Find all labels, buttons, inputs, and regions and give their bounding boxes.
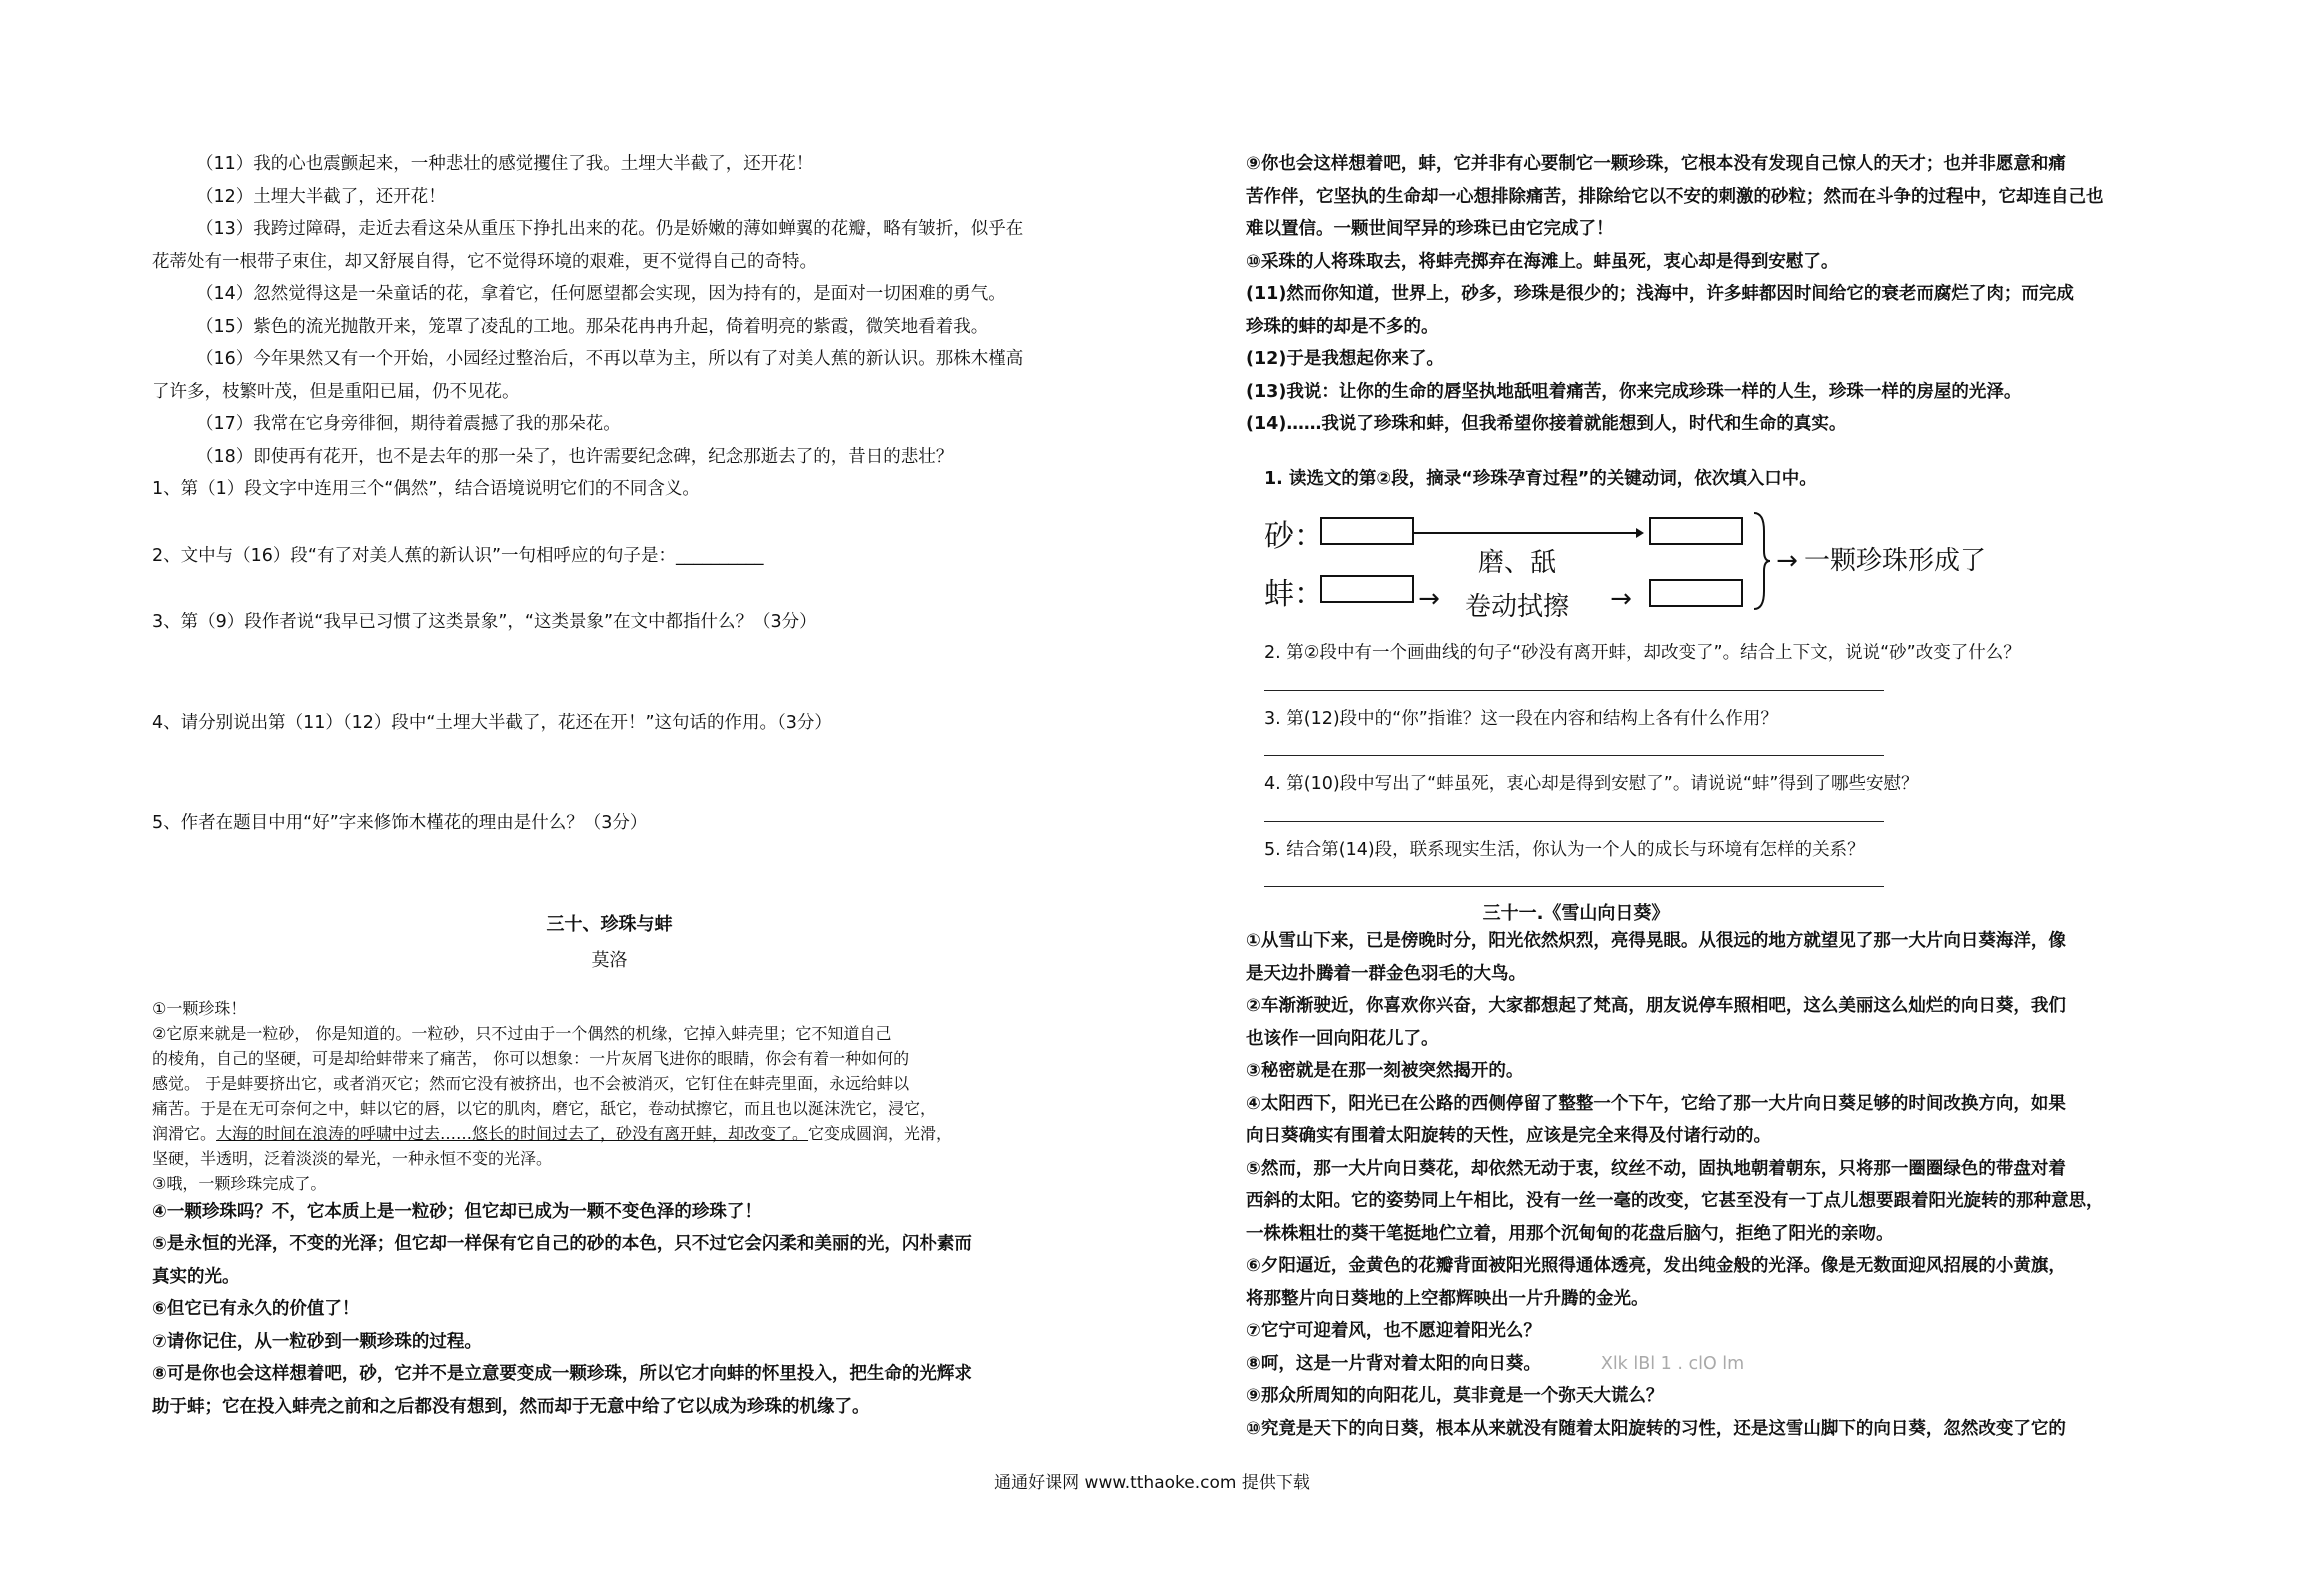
arrow-icon: → [1610, 584, 1632, 614]
paragraph-15: （15）紫色的流光抛散开来，笼罩了凌乱的工地。那朵花冉冉升起，倚着明亮的紫霞，微笑地看着我。 [196, 316, 989, 337]
pearl-para-8-line2: 助于蚌；它在投入蚌壳之前和之后都没有想到，然而却于无意中给了它以成为珍珠的机缘了。 [152, 1396, 870, 1417]
pearl-para-11-line1: (11)然而你知道，世界上，砂多，珍珠是很少的；浅海中，许多蚌都因时间给它的衰老而腐烂了肉；而完成 [1246, 284, 2074, 304]
verbs-top: 磨、舐 [1477, 548, 1556, 578]
text-segment: 它变成圆润，光滑， [808, 1123, 953, 1143]
result-text: 一颗珍珠形成了 [1804, 546, 1987, 576]
verbs-bottom: 卷动拭擦 [1464, 592, 1569, 622]
arrow-icon [1414, 527, 1644, 539]
answer-line[interactable] [1264, 801, 1884, 822]
paragraph-16-line2: 了许多，枝繁叶茂，但是重阳已届，仍不见花。 [152, 381, 520, 402]
pearl-para-11-line2: 珍珠的蚌的却是不多的。 [1246, 316, 1439, 337]
answer-box-clam-2[interactable] [1649, 579, 1743, 607]
pearl-para-14: (14)……我说了珍珠和蚌，但我希望你接着就能想到人，时代和生命的真实。 [1246, 414, 1847, 434]
pearl-para-8-line1: ⑧可是你也会这样想着吧，砂，它并不是立意要变成一颗珍珠，所以它才向蚌的怀里投入，把生命的光辉求 [152, 1364, 972, 1384]
sunflower-para-7: ⑦它宁可迎着风，也不愿迎着阳光么？ [1246, 1321, 1541, 1341]
arrow-icon: → [1418, 584, 1440, 614]
right-column [1246, 148, 2176, 1445]
pearl-para-2-line2: 的棱角，自己的坚硬，可是却给蚌带来了痛苦， 你可以想象：一片灰屑飞进你的眼睛，你会有着一种如何的 [152, 1048, 910, 1068]
question-2-pearl: 2. 第②段中有一个画曲线的句子“砂没有离开蚌，却改变了”。结合上下文，说说“砂”改变了什么？ [1264, 643, 2021, 663]
sunflower-para-1-line2: 是天边扑腾着一群金色羽毛的大鸟。 [1246, 963, 1526, 984]
pearl-para-3: ③哦，一颗珍珠完成了。 [152, 1173, 327, 1193]
sunflower-para-10: ⑩究竟是天下的向日葵，根本从来就没有随着太阳旋转的习性，还是这雪山脚下的向日葵，忽然改变了它的 [1246, 1418, 2066, 1439]
sunflower-para-2-line2: 也该作一回向阳花儿了。 [1246, 1028, 1439, 1049]
pearl-para-2-line1: ②它原来就是一粒砂， 你是知道的。一粒砂，只不过由于一个偶然的机缘，它掉入蚌壳里；它不知道自己 [152, 1023, 892, 1043]
paragraph-13-line2: 花蒂处有一根带子束住，却又舒展自得，它不觉得环境的艰难，更不觉得自己的奇特。 [152, 251, 817, 272]
paragraph-18: （18）即使再有花开，也不是去年的那一朵了，也许需要纪念碑，纪念那逝去了的，昔日的悲壮？ [196, 446, 954, 467]
sunflower-para-6-line1: ⑥夕阳逼近，金黄色的花瓣背面被阳光照得通体透亮，发出纯金般的光泽。像是无数面迎风招展的小黄旗， [1246, 1256, 2066, 1276]
pearl-para-9-line1: ⑨你也会这样想着吧，蚌，它并非有心要制它一颗珍珠，它根本没有发现自己惊人的天才；也并非愿意和痛 [1246, 154, 2066, 174]
section-title: 三十、珍珠与蚌 [546, 913, 673, 935]
clam-label: 蚌： [1264, 577, 1324, 612]
question-3: 3、第（9）段作者说“我早已习惯了这类景象”，“这类景象”在文中都指什么？（3分） [152, 612, 817, 632]
section-title-sunflower: 三十一.《雪山向日葵》 [1482, 903, 1670, 924]
sunflower-para-9: ⑨那众所周知的向阳花儿，莫非竟是一个弥天大谎么？ [1246, 1386, 1664, 1406]
pearl-para-13: (13)我说：让你的生命的唇坚执地舐咀着痛苦，你来完成珍珠一样的人生，珍珠一样的房屋的光泽。 [1246, 381, 2022, 402]
paragraph-14: （14）忽然觉得这是一朵童话的花，拿着它，任何愿望都会实现，因为持有的，是面对一切困难的勇气。 [196, 284, 1006, 304]
arrow-icon: → [1776, 546, 1798, 576]
watermark: Xlk lBl 1 . clO lm [1600, 1353, 1745, 1374]
pearl-process-diagram [1264, 501, 2176, 631]
answer-box-sand-1[interactable] [1320, 517, 1414, 545]
sunflower-para-2-line1: ②车渐渐驶近，你喜欢你兴奋，大家都想起了梵高，朋友说停车照相吧，这么美丽这么灿烂的向日葵，我们 [1246, 996, 2066, 1016]
author: 莫洛 [591, 949, 628, 971]
underlined-sentence: 大海的时间在浪涛的呼啸中过去……悠长的时间过去了，砂没有离开蚌，却改变了。 [216, 1123, 809, 1143]
question-2: 2、文中与（16）段“有了对美人蕉的新认识”一句相呼应的句子是：__________ [152, 545, 764, 566]
pearl-para-9-line3: 难以置信。一颗世间罕异的珍珠已由它完成了！ [1246, 219, 1614, 239]
answer-line[interactable] [1264, 735, 1884, 756]
footer: 通通好课网 www.tthaoke.com 提供下载 [994, 1473, 1310, 1493]
paragraph-13-line1: （13）我跨过障碍，走近去看这朵从重压下挣扎出来的花。仍是娇嫩的薄如蝉翼的花瓣，略有皱折，似乎在 [196, 219, 1024, 239]
question-4-pearl: 4. 第(10)段中写出了“蚌虽死，衷心却是得到安慰了”。请说说“蚌”得到了哪些安慰？ [1264, 774, 1919, 794]
paragraph-11: （11）我的心也震颤起来，一种悲壮的感觉攫住了我。土埋大半截了，还开花！ [196, 154, 814, 174]
pearl-para-10: ⑩采珠的人将珠取去，将蚌壳掷弃在海滩上。蚌虽死，衷心却是得到安慰了。 [1246, 251, 1839, 272]
pearl-para-2-line5 [152, 1121, 1067, 1146]
question-1-pearl: 1. 读选文的第②段，摘录“珍珠孕育过程”的关键动词，依次填入口中。 [1264, 468, 1817, 489]
sunflower-para-5-line1: ⑤然而，那一大片向日葵花，却依然无动于衷，纹丝不动，固执地朝着朝东，只将那一圈圈绿色的带盘对着 [1246, 1158, 2066, 1179]
pearl-para-1: ①一颗珍珠！ [152, 998, 247, 1018]
pearl-para-2-line6: 坚硬，半透明，泛着淡淡的晕光，一种永恒不变的光泽。 [152, 1148, 553, 1168]
sunflower-para-3: ③秘密就是在那一刻被突然揭开的。 [1246, 1061, 1524, 1081]
paragraph-17: （17）我常在它身旁徘徊，期待着震撼了我的那朵花。 [196, 414, 621, 434]
text-segment: 润滑它。 [152, 1123, 217, 1143]
pearl-para-4: ④一颗珍珠吗？不，它本质上是一粒砂；但它却已成为一颗不变色泽的珍珠了！ [152, 1201, 762, 1222]
sunflower-para-5-line2: 西斜的太阳。它的姿势同上午相比，没有一丝一毫的改变，它甚至没有一丁点儿想要跟着阳光旋转的那种意思， [1246, 1191, 2104, 1211]
text-segment: ⑧呵，这是一片背对着太阳的向日葵。 [1246, 1353, 1541, 1374]
brace-icon [1752, 511, 1772, 611]
pearl-para-7: ⑦请你记住，从一粒砂到一颗珍珠的过程。 [152, 1331, 482, 1352]
answer-box-sand-2[interactable] [1649, 517, 1743, 545]
pearl-para-5-line1: ⑤是永恒的光泽，不变的光泽；但它却一样保有它自己的砂的本色，只不过它会闪柔和美丽的光，闪朴素而 [152, 1234, 972, 1254]
question-5: 5、作者在题目中用“好”字来修饰木槿花的理由是什么？（3分） [152, 813, 648, 833]
question-4: 4、请分别说出第（11）（12）段中“土埋大半截了，花还在开！”这句话的作用。（3分） [152, 712, 832, 733]
sand-label: 砂： [1264, 519, 1324, 554]
paragraph-12: （12）土埋大半截了，还开花！ [196, 186, 446, 207]
pearl-para-5-line2: 真实的光。 [152, 1266, 240, 1287]
question-5-pearl: 5. 结合第(14)段，联系现实生活，你认为一个人的成长与环境有怎样的关系？ [1264, 839, 1865, 860]
sunflower-para-6-line2: 将那整片向日葵地的上空都辉映出一片升腾的金光。 [1246, 1288, 1649, 1309]
pearl-para-2-line4: 痛苦。于是在无可奈何之中，蚌以它的唇，以它的肌肉，磨它，舐它，卷动拭擦它，而且也以涎沫洗它，浸它， [152, 1098, 937, 1118]
answer-box-clam-1[interactable] [1320, 575, 1414, 603]
answer-line[interactable] [1264, 866, 1884, 887]
sunflower-para-4-line1: ④太阳西下，阳光已在公路的西侧停留了整整一个下午，它给了那一大片向日葵足够的时间改换方向，如果 [1246, 1093, 2066, 1114]
pearl-para-12: (12)于是我想起你来了。 [1246, 349, 1444, 369]
left-column [152, 148, 1067, 1423]
sunflower-para-1-line1: ①从雪山下来，已是傍晚时分，阳光依然炽烈，亮得晃眼。从很远的地方就望见了那一大片向日葵海洋，像 [1246, 931, 2066, 951]
pearl-para-9-line2: 苦作伴，它坚执的生命却一心想排除痛苦，排除给它以不安的刺激的砂粒；然而在斗争的过程中，它却连自己也 [1246, 186, 2104, 207]
question-1: 1、第（1）段文字中连用三个“偶然”，结合语境说明它们的不同含义。 [152, 479, 700, 499]
answer-line[interactable] [1264, 670, 1884, 691]
sunflower-para-4-line2: 向日葵确实有围着太阳旋转的天性，应该是完全来得及付诸行动的。 [1246, 1126, 1771, 1146]
paragraph-16-line1: （16）今年果然又有一个开始，小园经过整治后，不再以草为主，所以有了对美人蕉的新认识。那株木槿高 [196, 349, 1024, 369]
question-3-pearl: 3. 第(12)段中的“你”指谁？这一段在内容和结构上各有什么作用？ [1264, 708, 1778, 729]
pearl-para-2-line3: 感觉。 于是蚌要挤出它，或者消灭它；然而它没有被挤出，也不会被消灭，它钉住在蚌壳里面，永远给蚌以 [152, 1073, 910, 1093]
sunflower-para-8 [1246, 1348, 2176, 1381]
sunflower-para-5-line3: 一株株粗壮的葵干笔挺地伫立着，用那个沉甸甸的花盘后脑勺，拒绝了阳光的亲吻。 [1246, 1223, 1894, 1244]
pearl-para-6: ⑥但它已有永久的价值了！ [152, 1299, 360, 1319]
